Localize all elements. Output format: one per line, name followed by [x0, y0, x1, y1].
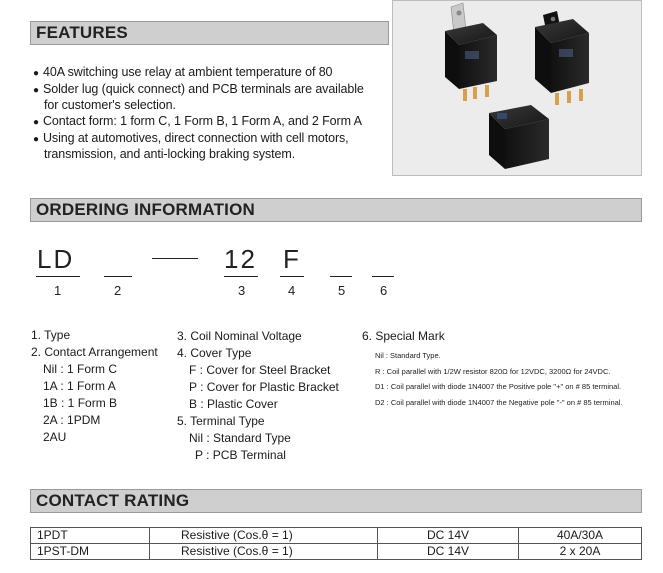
code-dash-line	[152, 258, 198, 259]
special-r: R : Coil parallel with 1/2W resistor 820Ω for 12VDC, 3200Ω for 24VDC.	[375, 367, 611, 376]
col1-1a: 1A : 1 Form A	[43, 379, 116, 393]
special-title: 6. Special Mark	[362, 329, 445, 343]
cell-form: 1PST-DM	[31, 544, 150, 560]
col2-pcb: P : PCB Terminal	[195, 448, 286, 462]
relay-image	[393, 1, 641, 175]
table-row	[31, 528, 642, 544]
code-slot-3-line	[224, 276, 258, 277]
feature-item-2-cont: for customer's selection.	[44, 98, 176, 112]
code-12: 12	[224, 244, 257, 274]
ordering-title: ORDERING INFORMATION	[36, 200, 256, 219]
features-header	[30, 21, 389, 45]
feature-item-3: ● Contact form: 1 form C, 1 Form B, 1 Form A, and 2 Form A	[33, 113, 362, 131]
cell-load: Resistive (Cos.θ = 1)	[150, 528, 378, 544]
feature-item-2: ● Solder lug (quick connect) and PCB terminals are available	[33, 81, 364, 99]
feature-item-4: ● Using at automotives, direct connection with cell motors,	[33, 130, 349, 148]
cell-load: Resistive (Cos.θ = 1)	[150, 544, 378, 560]
col2-b: B : Plastic Cover	[189, 397, 278, 411]
product-photo	[392, 0, 642, 176]
col2-terminal: 5. Terminal Type	[177, 414, 265, 428]
contact-title: CONTACT RATING	[36, 491, 190, 510]
code-slot-4-line	[280, 276, 304, 277]
col2-nil: Nil : Standard Type	[189, 431, 291, 445]
features-title: FEATURES	[36, 23, 128, 42]
position-5: 5	[338, 283, 346, 298]
position-2: 2	[114, 283, 122, 298]
code-slot-1-line	[36, 276, 80, 277]
col2-f: F : Cover for Steel Bracket	[189, 363, 331, 377]
col1-2a: 2A : 1PDM	[43, 413, 101, 427]
contact-header	[30, 489, 642, 513]
cell-rating: 40A/30A	[519, 528, 642, 544]
cell-form: 1PDT	[31, 528, 150, 544]
col2-cover: 4. Cover Type	[177, 346, 252, 360]
cell-voltage: DC 14V	[378, 544, 519, 560]
special-d1: D1 : Coil parallel with diode 1N4007 the Positive pole "+" on # 85 terminal.	[375, 382, 622, 391]
code-f: F	[283, 244, 301, 274]
position-1: 1	[54, 283, 62, 298]
table-row	[31, 544, 642, 560]
code-slot-6-line	[372, 276, 394, 277]
cell-rating: 2 x 20A	[519, 544, 642, 560]
col1-type: 1. Type	[31, 328, 71, 342]
contact-table	[30, 527, 642, 560]
special-d2: D2 : Coil parallel with diode 1N4007 the Negative pole "-" on # 85 terminal.	[375, 398, 623, 407]
col1-1b: 1B : 1 Form B	[43, 396, 118, 410]
col1-2au: 2AU	[43, 430, 67, 444]
col1-nil: Nil : 1 Form C	[43, 362, 118, 376]
cell-voltage: DC 14V	[378, 528, 519, 544]
code-slot-2-line	[104, 276, 132, 277]
code-slot-5-line	[330, 276, 352, 277]
bullet-icon: ●	[33, 85, 39, 96]
feature-item-1: ● 40A switching use relay at ambient temperature of 80	[33, 64, 332, 82]
col2-coil: 3. Coil Nominal Voltage	[177, 329, 302, 343]
bullet-icon: ●	[33, 134, 39, 145]
bullet-icon: ●	[33, 117, 39, 128]
col2-p: P : Cover for Plastic Bracket	[189, 380, 339, 394]
bullet-icon: ●	[33, 68, 39, 79]
position-6: 6	[380, 283, 388, 298]
position-3: 3	[238, 283, 246, 298]
ordering-header	[30, 198, 642, 222]
col1-contact: 2. Contact Arrangement	[31, 345, 158, 359]
feature-item-4-cont: transmission, and anti-locking braking system.	[44, 147, 296, 161]
position-4: 4	[288, 283, 296, 298]
code-ld: LD	[37, 244, 75, 274]
special-nil: Nil : Standard Type.	[375, 351, 441, 360]
